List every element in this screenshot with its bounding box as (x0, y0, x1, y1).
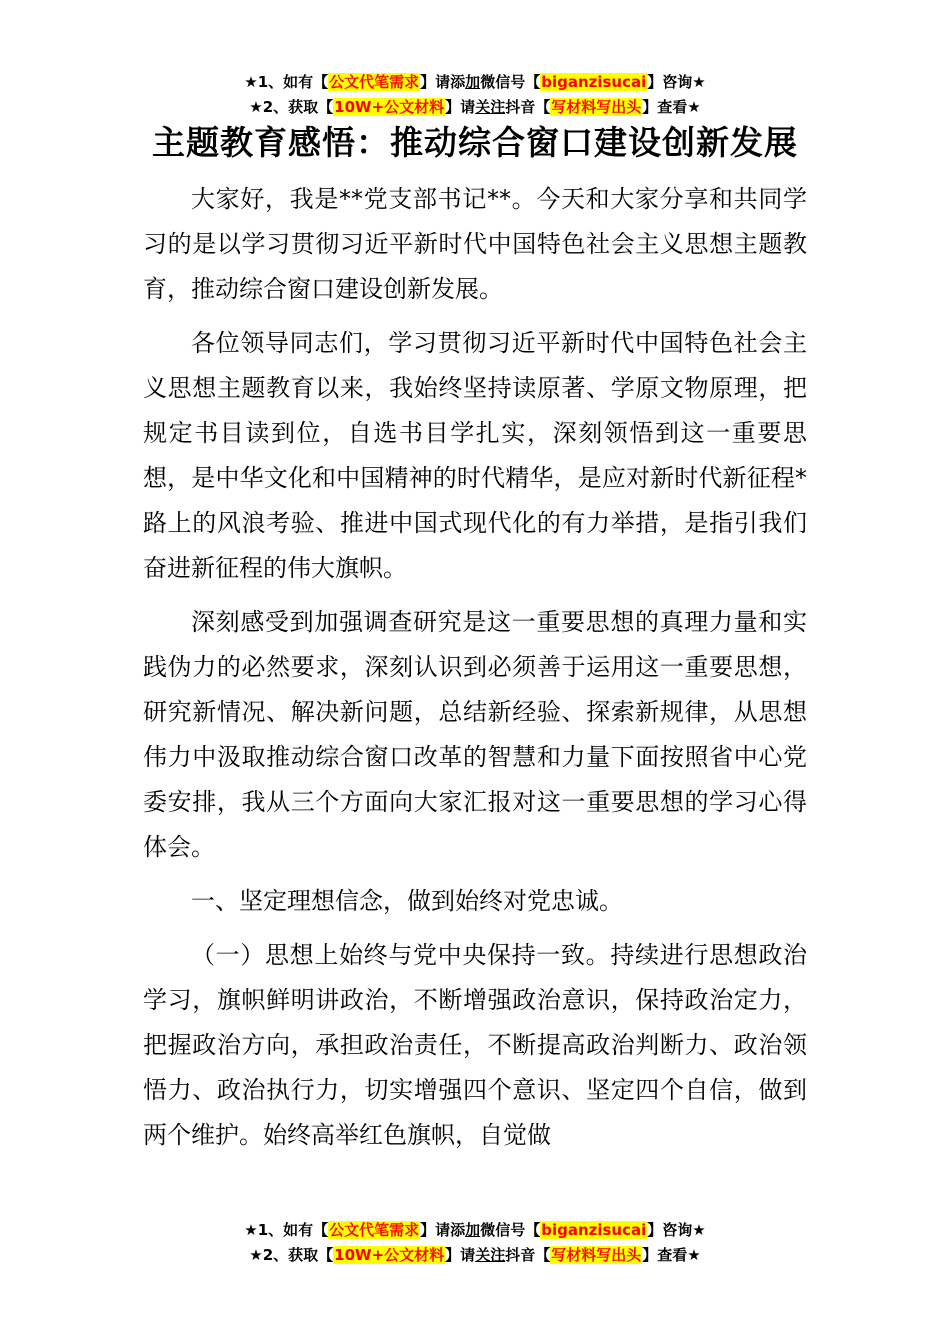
star-icon: ★ (249, 1246, 263, 1264)
banner-text: 】查看 (642, 1246, 688, 1264)
star-icon: ★ (692, 1221, 706, 1239)
banner-text: 】请添 (420, 73, 466, 91)
banner-highlight: 公文代笔需求 (329, 1221, 420, 1239)
header-banner (0, 70, 950, 120)
banner-emphasis: 加 (465, 1221, 481, 1239)
banner-text: 】请添 (420, 1221, 466, 1239)
banner-text: 2、获取【 (262, 98, 334, 116)
banner-text: 1、如有【 (257, 1221, 329, 1239)
star-icon: ★ (692, 73, 706, 91)
banner-text: 抖音【 (505, 1246, 551, 1264)
banner-line-2 (0, 95, 950, 120)
star-icon: ★ (249, 98, 263, 116)
banner-text: 】查看 (642, 98, 688, 116)
banner-emphasis: 加 (465, 73, 481, 91)
banner-wechat-id: biganzisucai (541, 1221, 647, 1239)
star-icon: ★ (687, 98, 701, 116)
banner-text: 微信号【 (480, 1221, 541, 1239)
banner-text: 微信号【 (480, 73, 541, 91)
paragraph-study: 各位领导同志们，学习贯彻习近平新时代中国特色社会主义思想主题教育以来，我始终坚持读原著、学原文物原理，把规定书目读到位，自选书目学扎实，深刻领悟到这一重要思想，是中华文化和中国精神的时代精华，是应对新时代新征程*路上的风浪考验、推进中国式现代化的有力举措，是指引我们奋进新征程的伟大旗帜。 (143, 329, 807, 582)
banner-text: 】咨询 (647, 73, 693, 91)
banner-wechat-id: biganzisucai (541, 73, 647, 91)
banner-text: 】咨询 (647, 1221, 693, 1239)
paragraph-greeting: 大家好，我是**党支部书记**。今天和大家分享和共同学习的是以学习贯彻习近平新时代中国特色社会主义思想主题教育，推动综合窗口建设创新发展。 (143, 185, 807, 303)
banner-emphasis: 关注 (475, 1246, 506, 1264)
banner-douyin-account: 写材料写出头 (551, 1246, 642, 1264)
banner-highlight: 10W+公文材料 (334, 98, 445, 116)
banner-line-1 (0, 70, 950, 95)
footer-banner (0, 1218, 950, 1268)
banner-line-1 (0, 1218, 950, 1243)
banner-douyin-account: 写材料写出头 (551, 98, 642, 116)
document-title: 主题教育感悟：推动综合窗口建设创新发展 (152, 123, 798, 162)
star-icon: ★ (244, 1221, 258, 1239)
banner-line-2 (0, 1243, 950, 1268)
banner-text: 1、如有【 (257, 73, 329, 91)
banner-highlight: 公文代笔需求 (329, 73, 420, 91)
banner-text: 2、获取【 (262, 1246, 334, 1264)
banner-highlight: 10W+公文材料 (334, 1246, 445, 1264)
banner-emphasis: 关注 (475, 98, 506, 116)
banner-text: 抖音【 (505, 98, 551, 116)
banner-text: 】请 (445, 1246, 476, 1264)
banner-text: 】请 (445, 98, 476, 116)
star-icon: ★ (244, 73, 258, 91)
paragraph-subsection-1: （一）思想上始终与党中央保持一致。持续进行思想政治学习，旗帜鲜明讲政治，不断增强政治意识，保持政治定力，把握政治方向，承担政治责任，不断提高政治判断力、政治领悟力、政治执行力，切实增强四个意识、坚定四个自信，做到两个维护。始终高举红色旗帜，自觉做 (143, 941, 807, 1149)
section-heading-1: 一、坚定理想信念，做到始终对党忠诚。 (191, 887, 623, 915)
document-body (143, 177, 807, 1167)
star-icon: ★ (687, 1246, 701, 1264)
paragraph-research: 深刻感受到加强调查研究是这一重要思想的真理力量和实践伪力的必然要求，深刻认识到必须善于运用这一重要思想，研究新情况、解决新问题，总结新经验、探索新规律，从思想伟力中汲取推动综合窗口改革的智慧和力量下面按照省中心党委安排，我从三个方面向大家汇报对这一重要思想的学习心得体会。 (143, 608, 807, 861)
